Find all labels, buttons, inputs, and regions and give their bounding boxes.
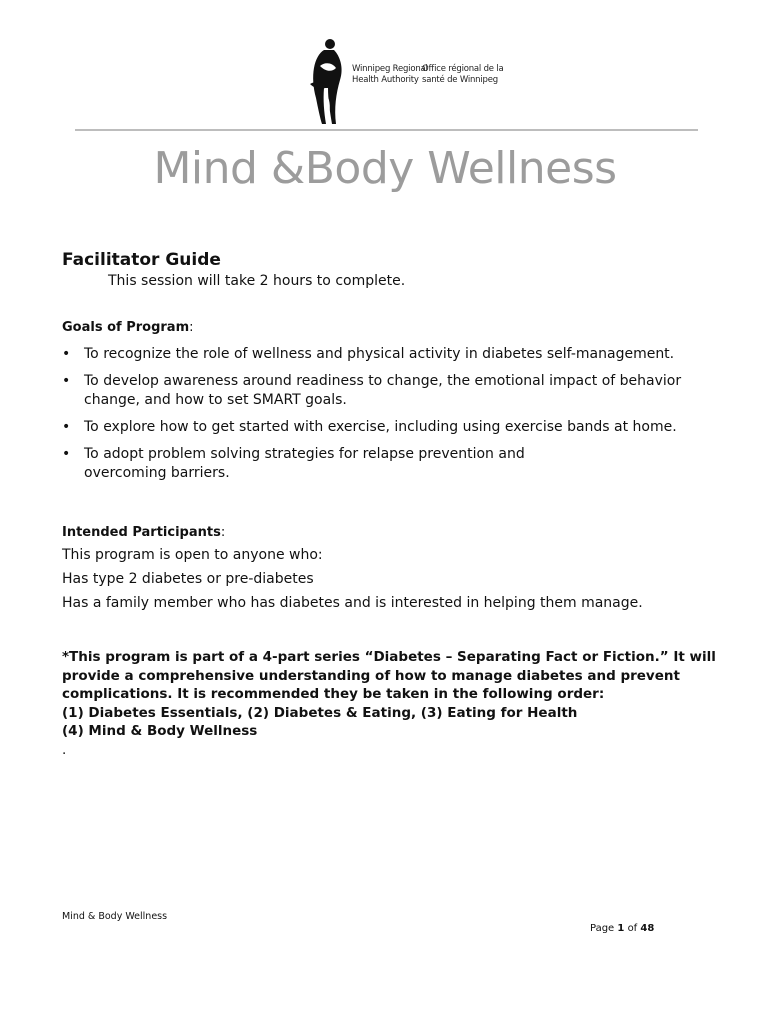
- series-note-line4: (1) Diabetes Essentials, (2) Diabetes & Eating, (3) Eating for Health: [62, 704, 578, 721]
- goals-label-text: Goals of Program: [62, 320, 190, 335]
- org-name-english: [352, 64, 428, 86]
- goal-item: [62, 418, 712, 437]
- page-current: 1: [617, 923, 625, 934]
- series-note-line2: provide a comprehensive understanding of how to manage diabetes and prevent: [62, 667, 680, 684]
- series-note-line1: *This program is part of a 4-part series “Diabetes – Separating Fact or Fiction.” It will: [62, 649, 716, 665]
- header-divider: [75, 129, 698, 131]
- goal-item: [62, 372, 712, 410]
- org-en-line1: Winnipeg Regional: [352, 64, 428, 74]
- page-of: of: [627, 923, 638, 934]
- bullet-icon: •: [62, 346, 71, 362]
- org-en-line2: Health Authority: [352, 75, 419, 85]
- bullet-icon: •: [62, 419, 71, 435]
- page-word: Page: [590, 923, 615, 934]
- goal-item: [62, 345, 712, 364]
- series-note-line5-text: (4) Mind & Body Wellness: [62, 723, 258, 739]
- participants-label: [62, 525, 225, 540]
- goal-text: To explore how to get started with exercise, including using exercise bands at home.: [84, 419, 677, 435]
- org-fr-line1: Office régional de la: [422, 64, 504, 74]
- page-total: 48: [640, 923, 655, 934]
- participants-label-text: Intended Participants: [62, 525, 221, 540]
- document-title: Mind &Body Wellness: [153, 143, 617, 194]
- series-note: [62, 648, 716, 759]
- goals-label-colon: :: [189, 320, 194, 335]
- participants-line-1: This program is open to anyone who:: [62, 547, 323, 563]
- series-note-line5-end: .: [62, 741, 67, 758]
- org-fr-line2: santé de Winnipeg: [422, 75, 498, 85]
- goals-label: [62, 320, 194, 335]
- participants-line-3: Has a family member who has diabetes and is interested in helping them manage.: [62, 595, 643, 611]
- footer-document-name: Mind & Body Wellness: [62, 911, 168, 922]
- participants-line-2: Has type 2 diabetes or pre-diabetes: [62, 571, 314, 587]
- org-name-french: [422, 64, 504, 86]
- series-note-line3: complications. It is recommended they be taken in the following order:: [62, 686, 605, 702]
- goal-text: To recognize the role of wellness and physical activity in diabetes self-management.: [84, 346, 675, 362]
- footer-page-number: [590, 923, 654, 934]
- session-duration: This session will take 2 hours to complete.: [108, 273, 406, 289]
- bullet-icon: •: [62, 373, 71, 389]
- goal-text: To develop awareness around readiness to change, the emotional impact of behavior change, and how to set SMART goals.: [84, 373, 682, 408]
- wrha-figure-logo-icon: [306, 36, 348, 126]
- series-note-line5: [62, 722, 702, 759]
- bullet-icon: •: [62, 446, 71, 462]
- facilitator-guide-heading: Facilitator Guide: [62, 250, 221, 270]
- goal-item: [62, 445, 564, 483]
- goal-text: To adopt problem solving strategies for relapse prevention and overcoming barriers.: [84, 446, 525, 481]
- header-logo: [306, 36, 506, 126]
- participants-label-colon: :: [220, 525, 226, 540]
- goals-list: [62, 345, 712, 491]
